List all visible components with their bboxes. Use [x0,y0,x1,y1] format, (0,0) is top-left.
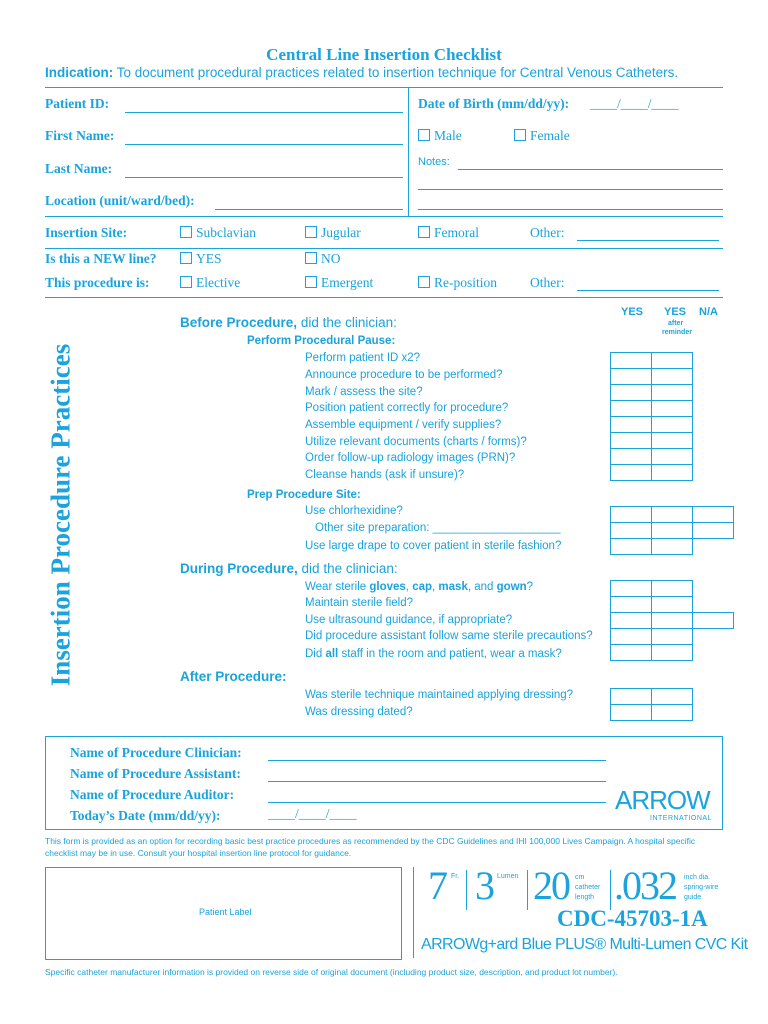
checkbox-icon [180,276,192,288]
procedure-other-field[interactable] [577,290,719,291]
patient-label-text: Patient Label [199,907,252,917]
cell-yes[interactable] [611,581,652,597]
product-divider [413,867,414,958]
subclavian-checkbox[interactable]: Subclavian [180,225,256,241]
product-code: CDC-45703-1A [557,906,708,931]
lumen-unit: Lumen [497,873,519,880]
cell-yes-after[interactable] [652,417,693,433]
after-heading: After Procedure: [180,669,287,684]
notes-line-3[interactable] [418,209,723,210]
pause-item: Position patient correctly for procedure? [305,402,509,414]
divider [45,216,723,217]
cell-yes[interactable] [611,385,652,401]
todays-date-field[interactable]: ____/____/____ [268,806,357,821]
cell-yes-after[interactable] [652,645,693,661]
product-divider [527,870,528,910]
procedure-other-label: Other: [530,275,565,290]
site-other-label: Other: [530,225,565,240]
cell-yes[interactable] [611,539,652,555]
femoral-checkbox[interactable]: Femoral [418,225,479,241]
cell-na[interactable] [693,613,734,629]
divider [45,87,723,88]
cell-yes-after[interactable] [652,523,693,539]
checkbox-icon [418,129,430,141]
cell-yes-after[interactable] [652,465,693,481]
cell-yes-after[interactable] [652,689,693,705]
guide-unit: inch dia. spring-wire guide [684,874,719,901]
col-na: N/A [699,306,718,318]
divider [45,297,723,298]
column-divider [408,88,409,216]
during-item: Did all staff in the room and patient, wear a mask? [305,648,562,660]
product-divider [610,870,611,910]
cell-yes-after[interactable] [652,613,693,629]
col-yes: YES [621,306,644,318]
prep-item: Use large drape to cover patient in sterile fashion? [305,540,562,552]
pause-heading: Perform Procedural Pause: [247,335,396,347]
cell-yes[interactable] [611,433,652,449]
col-reminder-text: reminder [662,329,692,336]
notes-line-2[interactable] [418,189,723,190]
indication-label: Indication: [45,65,114,80]
cell-yes-after[interactable] [652,705,693,721]
cell-yes-after[interactable] [652,539,693,555]
prep-item: Use chlorhexidine? [305,505,403,517]
page-title: Central Line Insertion Checklist [266,45,502,64]
new-line-no-checkbox[interactable]: NO [305,251,341,267]
assistant-label: Name of Procedure Assistant: [70,766,241,781]
checkbox-icon [418,226,430,238]
cell-yes[interactable] [611,629,652,645]
col-yes-after: YES [664,306,687,318]
kit-name: ARROWg+ard Blue PLUS® Multi-Lumen CVC Kit [421,936,748,953]
during-item: Did procedure assistant follow same sterile precautions? [305,630,593,642]
cell-yes[interactable] [611,597,652,613]
pause-item: Perform patient ID x2? [305,352,421,364]
fr-value: 7 [428,863,448,908]
cell-yes-after[interactable] [652,629,693,645]
clinician-label: Name of Procedure Clinician: [70,745,242,760]
checkbox-icon [180,226,192,238]
product-divider [466,870,467,910]
checkbox-icon [305,226,317,238]
cell-yes-after[interactable] [652,433,693,449]
cell-yes-after[interactable] [652,401,693,417]
last-name-label: Last Name: [45,161,113,176]
reposition-checkbox[interactable]: Re-position [418,275,497,291]
pause-item: Mark / assess the site? [305,386,423,398]
cell-yes[interactable] [611,369,652,385]
pause-item: Order follow-up radiology images (PRN)? [305,452,516,464]
cell-yes-after[interactable] [652,369,693,385]
cell-yes-after[interactable] [652,507,693,523]
new-line-yes-checkbox[interactable]: YES [180,251,222,267]
checkbox-icon [418,276,430,288]
pause-item: Utilize relevant documents (charts / forms)? [305,436,527,448]
insertion-site-label: Insertion Site: [45,225,128,240]
pause-checkbox-grid[interactable] [610,352,693,481]
assistant-field[interactable] [268,781,606,782]
cell-na[interactable] [693,523,734,539]
cell-yes-after[interactable] [652,353,693,369]
pause-item: Cleanse hands (ask if unsure)? [305,469,465,481]
arrow-logo-sub: INTERNATIONAL [650,815,712,822]
auditor-label: Name of Procedure Auditor: [70,787,235,802]
site-other-field[interactable] [577,240,719,241]
cell-yes-after[interactable] [652,597,693,613]
during-heading-bold: During Procedure, [180,561,298,576]
during-heading-rest: did the clinician: [301,561,398,576]
col-after-text: after [668,320,684,327]
notes-line-1[interactable] [458,169,723,170]
cell-yes[interactable] [611,523,652,539]
checkbox-icon [180,252,192,264]
cell-yes[interactable] [611,417,652,433]
indication [45,65,678,80]
cell-yes[interactable] [611,507,652,523]
female-checkbox[interactable]: Female [514,128,570,144]
disclaimer: This form is provided as an option for recording basic best practice procedures as recommended by the CDC Guidelines and IHI 100,000 Lives Campaign. A hospital specific checklist may be in use. Consult your hospital insertion line protocol for guidance. [45,836,696,858]
divider [45,248,723,249]
first-name-field[interactable] [125,144,403,145]
auditor-field[interactable] [268,802,606,803]
clinician-field[interactable] [268,760,606,761]
cell-yes-after[interactable] [652,449,693,465]
cell-na[interactable] [693,507,734,523]
cell-yes[interactable] [611,613,652,629]
first-name-label: First Name: [45,128,115,143]
last-name-field[interactable] [125,177,403,178]
side-title: Insertion Procedure Practices [45,343,76,687]
male-checkbox[interactable]: Male [418,128,462,144]
jugular-checkbox[interactable]: Jugular [305,225,361,241]
lumen-value: 3 [475,863,495,908]
during-heading [180,561,398,576]
guide-value: .032 [614,863,676,908]
cell-yes[interactable] [611,353,652,369]
during-item: Wear sterile gloves, cap, mask, and gown? [305,581,534,593]
length-unit: cm catheter length [575,874,601,901]
cell-yes-after[interactable] [652,385,693,401]
patient-id-label: Patient ID: [45,96,110,111]
pause-item: Announce procedure to be performed? [305,369,503,381]
checkbox-icon [305,276,317,288]
cell-yes[interactable] [611,705,652,721]
cell-yes[interactable] [611,689,652,705]
after-checkbox-grid[interactable] [610,688,693,721]
length-value: 20 [533,863,569,908]
fr-unit: Fr. [451,873,460,880]
dob-field[interactable]: ____/____/____ [590,96,679,111]
pause-item: Assemble equipment / verify supplies? [305,419,502,431]
before-heading [180,315,397,330]
location-label: Location (unit/ward/bed): [45,193,195,208]
location-field[interactable] [215,209,403,210]
indication-text: To document procedural practices related to insertion technique for Central Venous Catheters. [116,65,679,80]
prep-heading: Prep Procedure Site: [247,489,361,501]
during-checkbox-grid[interactable] [610,580,734,661]
prep-checkbox-grid[interactable] [610,506,734,555]
before-heading-bold: Before Procedure, [180,315,298,330]
arrow-logo: ARROW [615,785,710,815]
during-item: Use ultrasound guidance, if appropriate? [305,614,513,626]
notes-label: Notes: [418,156,450,168]
elective-checkbox[interactable]: Elective [180,275,240,291]
after-item: Was dressing dated? [305,706,413,718]
procedure-type-label: This procedure is: [45,275,150,290]
dob-label: Date of Birth (mm/dd/yy): [418,96,570,111]
new-line-label: Is this a NEW line? [45,251,157,266]
checkbox-icon [305,252,317,264]
during-item: Maintain sterile field? [305,597,414,609]
prep-item: Other site preparation: ____________________ [315,522,561,534]
cell-yes[interactable] [611,465,652,481]
cell-yes[interactable] [611,401,652,417]
cell-yes[interactable] [611,449,652,465]
todays-date-label: Today’s Date (mm/dd/yy): [70,808,221,823]
cell-yes-after[interactable] [652,581,693,597]
before-heading-rest: did the clinician: [300,315,397,330]
emergent-checkbox[interactable]: Emergent [305,275,373,291]
checkbox-icon [514,129,526,141]
patient-id-field[interactable] [125,112,403,113]
footer-note: Specific catheter manufacturer information is provided on reverse side of original document (including product size, description, and product lot number). [45,967,618,977]
after-item: Was sterile technique maintained applying dressing? [305,689,574,701]
cell-yes[interactable] [611,645,652,661]
